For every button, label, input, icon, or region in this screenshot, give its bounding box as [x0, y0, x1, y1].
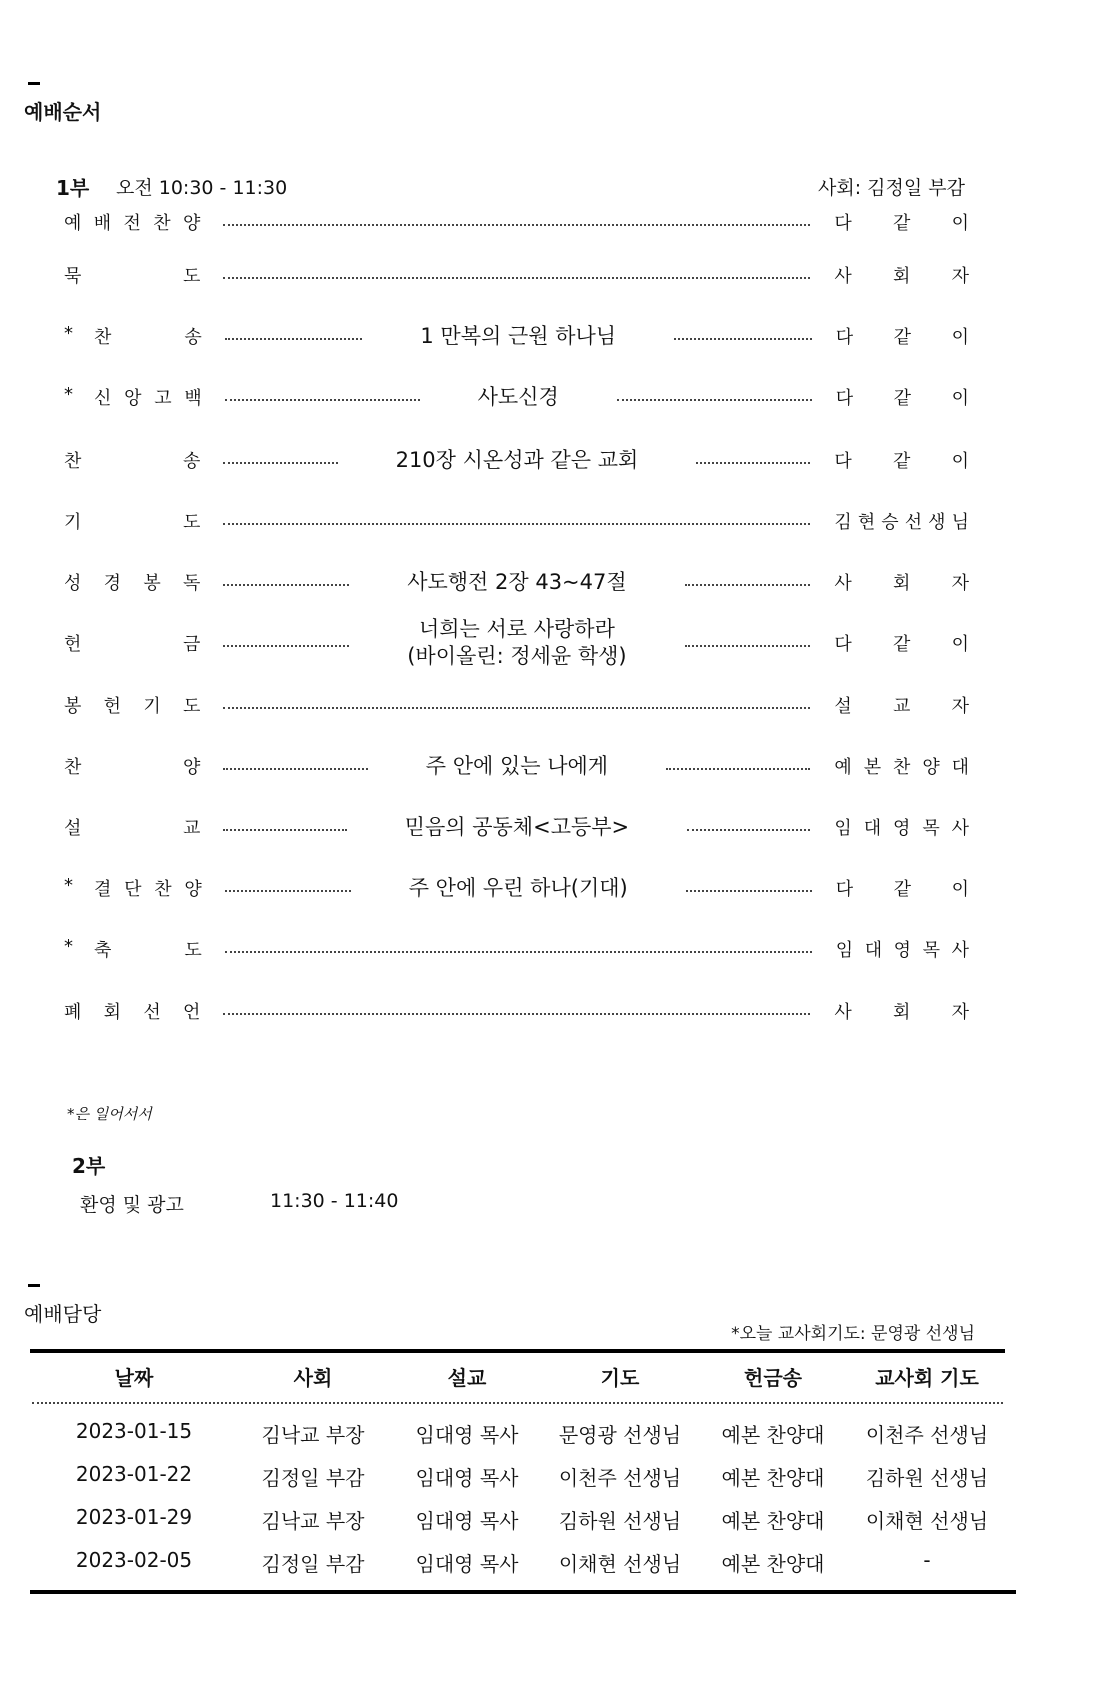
label-char: 송: [184, 327, 202, 348]
item-person: [834, 814, 969, 840]
dotted-leader: [696, 462, 810, 464]
person-char: 김: [834, 512, 852, 533]
table-cell: 김하원 선생님: [865, 1466, 989, 1490]
label-char: 헌: [64, 634, 82, 655]
person-char: 자: [951, 573, 969, 594]
table-cell: 김낙교 부장: [261, 1509, 365, 1533]
item-person: [834, 569, 969, 595]
label-char: 설: [64, 818, 82, 839]
person-char: 임: [835, 940, 854, 961]
table-cell: 임대영 목사: [415, 1423, 519, 1447]
table-cell: 2023-02-05: [75, 1548, 193, 1572]
table-cell: 예본 찬양대: [721, 1423, 825, 1447]
item-content: [368, 753, 666, 780]
label-char: 찬: [64, 757, 82, 778]
standing-note: *은 일어서서: [67, 1105, 152, 1123]
item-label: [64, 323, 202, 349]
item-content: [362, 323, 674, 350]
part2-time: 11:30 - 11:40: [270, 1190, 399, 1212]
item-leader: [223, 569, 810, 596]
item-label: [64, 998, 200, 1024]
item-content: [349, 569, 684, 596]
item-label: [64, 262, 200, 288]
person-char: 이: [951, 213, 969, 234]
label-char: 찬: [94, 327, 112, 348]
person-char: 같: [893, 879, 912, 900]
item-leader: [223, 517, 810, 525]
dotted-leader: [223, 224, 810, 226]
label-char: 앙: [124, 388, 142, 409]
order-heading: 예배순서: [24, 100, 102, 124]
item-content-line: 210장 시온성과 같은 교회: [395, 447, 639, 472]
dotted-leader: [223, 768, 367, 770]
person-char: 선: [904, 512, 923, 533]
item-label: [64, 384, 202, 410]
person-char: 생: [928, 512, 946, 533]
person-char: 같: [893, 388, 912, 409]
person-char: 영: [893, 940, 912, 961]
label-char: 선: [143, 1002, 161, 1023]
table-bottom-rule: [30, 1590, 1016, 1594]
table-cell: 이천주 선생님: [558, 1466, 682, 1490]
label-char: 예: [64, 213, 82, 234]
table-cell: 임대영 목사: [415, 1466, 519, 1490]
order-item: [64, 807, 969, 847]
person-char: 다: [835, 879, 854, 900]
dotted-leader: [223, 277, 810, 279]
table-cell: 예본 찬양대: [721, 1509, 825, 1533]
order-item: [64, 929, 969, 969]
label-char: 고: [154, 388, 172, 409]
dotted-leader: [685, 584, 811, 586]
person-char: 다: [834, 451, 852, 472]
dotted-leader: [674, 338, 812, 340]
order-item: [64, 868, 969, 908]
item-person: [834, 630, 969, 656]
table-header-rule: [32, 1402, 1003, 1404]
label-char: 찬: [153, 213, 171, 234]
person-char: 대: [863, 818, 882, 839]
label-char: 금: [183, 634, 201, 655]
label-char: 양: [183, 757, 201, 778]
item-content-line: 1 만복의 근원 하나님: [420, 323, 617, 348]
dotted-leader: [225, 951, 812, 953]
label-char: 송: [183, 451, 201, 472]
item-person: [836, 323, 969, 349]
person-char: 자: [951, 1002, 969, 1023]
table-cell: -: [923, 1548, 931, 1572]
part1-label: 1부: [56, 176, 90, 200]
item-label: [64, 753, 200, 779]
order-item: [64, 377, 969, 417]
table-cell: 2023-01-15: [75, 1419, 193, 1443]
label-char: 교: [183, 818, 201, 839]
item-leader: [223, 271, 810, 279]
column-header: 기도: [600, 1366, 640, 1390]
item-content: [420, 384, 617, 411]
person-char: 양: [922, 757, 940, 778]
item-leader: [225, 323, 812, 350]
order-item: [64, 617, 969, 668]
table-cell: 김정일 부감: [261, 1552, 365, 1576]
item-person: [836, 384, 969, 410]
dotted-leader: [223, 645, 349, 647]
part1-time: 오전 10:30 - 11:30: [116, 177, 288, 199]
person-char: 사: [834, 266, 852, 287]
standing-mark: *: [64, 323, 73, 344]
person-char: 회: [893, 266, 911, 287]
order-item: [64, 746, 969, 786]
item-person: [834, 447, 969, 473]
person-char: 교: [893, 696, 911, 717]
part2-label: 2부: [72, 1154, 106, 1178]
dotted-leader: [223, 1013, 810, 1015]
person-char: 다: [835, 327, 854, 348]
item-content-line: 사도신경: [477, 384, 559, 409]
person-char: 자: [951, 266, 969, 287]
person-char: 같: [893, 634, 911, 655]
item-leader: [223, 814, 810, 841]
item-label: [64, 209, 200, 235]
item-content: [338, 447, 697, 474]
dotted-leader: [225, 399, 420, 401]
table-cell: 예본 찬양대: [721, 1466, 825, 1490]
today-prayer-note: *오늘 교사회기도: 문영광 선생님: [731, 1324, 975, 1344]
label-char: 신: [94, 388, 112, 409]
label-char: 봉: [64, 696, 82, 717]
item-content: [349, 616, 684, 670]
person-char: 다: [834, 213, 852, 234]
label-char: 단: [124, 879, 142, 900]
label-char: 기: [64, 512, 82, 533]
table-cell: 예본 찬양대: [721, 1552, 825, 1576]
table-cell: 문영광 선생님: [558, 1423, 682, 1447]
person-char: 같: [893, 451, 911, 472]
item-person: [834, 508, 969, 534]
item-person: [834, 262, 969, 288]
table-top-rule: [30, 1349, 1005, 1353]
item-label: [64, 447, 200, 473]
column-header: 설교: [447, 1366, 487, 1390]
dotted-leader: [687, 829, 810, 831]
section-marker: [28, 1284, 40, 1287]
order-item: [64, 562, 969, 602]
dotted-leader: [617, 399, 812, 401]
order-item: [64, 440, 969, 480]
column-header: 사회: [293, 1366, 333, 1390]
item-leader: [225, 875, 812, 902]
item-person: [836, 875, 969, 901]
label-char: 도: [183, 512, 201, 533]
section-marker: [28, 82, 40, 85]
table-cell: 2023-01-29: [75, 1505, 193, 1529]
label-char: 찬: [154, 879, 172, 900]
dotted-leader: [666, 768, 810, 770]
person-char: 대: [951, 757, 969, 778]
table-cell: 2023-01-22: [75, 1462, 193, 1486]
item-label: [64, 569, 200, 595]
item-person: [834, 998, 969, 1024]
table-cell: 임대영 목사: [415, 1552, 519, 1576]
label-char: 경: [103, 573, 122, 594]
person-char: 이: [951, 879, 969, 900]
item-label: [64, 692, 200, 718]
person-char: 목: [922, 818, 940, 839]
person-char: 님: [951, 512, 969, 533]
item-person: [836, 936, 969, 962]
person-char: 영: [893, 818, 911, 839]
item-content-line: 너희는 서로 사랑하라: [418, 617, 615, 641]
dotted-leader: [225, 890, 351, 892]
label-char: 언: [183, 1002, 201, 1023]
label-char: 양: [183, 213, 201, 234]
person-char: 사: [834, 1002, 852, 1023]
dotted-leader: [685, 645, 811, 647]
duty-heading: 예배담당: [24, 1302, 102, 1326]
person-char: 사: [834, 573, 852, 594]
person-char: 자: [951, 696, 969, 717]
label-char: 도: [184, 940, 202, 961]
label-char: 회: [103, 1002, 122, 1023]
item-leader: [223, 1007, 810, 1015]
table-cell: 이채현 선생님: [865, 1509, 989, 1533]
label-char: 배: [93, 213, 112, 234]
table-cell: 김하원 선생님: [558, 1509, 682, 1533]
column-header: 교사회 기도: [875, 1366, 979, 1390]
label-char: 도: [183, 266, 201, 287]
label-char: 축: [94, 940, 112, 961]
item-leader: [223, 616, 810, 670]
table-cell: 이채현 선생님: [558, 1552, 682, 1576]
label-char: 도: [183, 696, 201, 717]
item-label: [64, 508, 200, 534]
person-char: 이: [951, 388, 969, 409]
person-char: 예: [834, 757, 852, 778]
order-item: [64, 255, 969, 295]
person-char: 같: [893, 327, 912, 348]
person-char: 현: [857, 512, 876, 533]
person-char: 같: [893, 213, 911, 234]
order-item: [64, 316, 969, 356]
standing-mark: *: [64, 875, 73, 896]
item-label: [64, 875, 202, 901]
item-content-line: 사도행전 2장 43~47절: [407, 569, 627, 594]
part1-host: 사회: 김정일 부감: [818, 177, 965, 199]
dotted-leader: [223, 584, 349, 586]
label-char: 양: [184, 879, 202, 900]
person-char: 승: [881, 512, 899, 533]
dotted-leader: [223, 462, 337, 464]
order-item: [64, 501, 969, 541]
person-char: 이: [951, 327, 969, 348]
label-char: 결: [94, 879, 112, 900]
item-leader: [223, 753, 810, 780]
label-char: 기: [143, 696, 161, 717]
item-leader: [225, 384, 812, 411]
person-char: 이: [951, 634, 969, 655]
item-content: [351, 875, 686, 902]
item-leader: [223, 447, 810, 474]
item-label: [64, 936, 202, 962]
item-leader: [223, 701, 810, 709]
person-char: 사: [951, 940, 969, 961]
dotted-leader: [223, 523, 810, 525]
label-char: 백: [184, 388, 202, 409]
dotted-leader: [225, 338, 363, 340]
person-char: 다: [834, 634, 852, 655]
person-char: 설: [834, 696, 852, 717]
label-char: 폐: [64, 1002, 82, 1023]
item-content: [347, 814, 687, 841]
label-char: 찬: [64, 451, 82, 472]
item-content-line: 믿음의 공동체<고등부>: [404, 814, 630, 839]
table-cell: 김낙교 부장: [261, 1423, 365, 1447]
item-person: [834, 692, 969, 718]
person-char: 찬: [893, 757, 911, 778]
dotted-leader: [223, 707, 810, 709]
person-char: 회: [893, 573, 911, 594]
item-leader: [225, 945, 812, 953]
label-char: 묵: [64, 266, 82, 287]
person-char: 목: [922, 940, 941, 961]
column-header: 헌금송: [744, 1366, 802, 1390]
dotted-leader: [223, 829, 346, 831]
person-char: 이: [951, 451, 969, 472]
standing-mark: *: [64, 936, 73, 957]
column-header: 날짜: [114, 1366, 154, 1390]
order-item: [64, 685, 969, 725]
label-char: 헌: [103, 696, 122, 717]
table-cell: 이천주 선생님: [865, 1423, 989, 1447]
item-person: [834, 209, 969, 235]
part2-item: 환영 및 광고: [80, 1194, 184, 1216]
item-content-line: 주 안에 있는 나에게: [425, 753, 609, 778]
label-char: 독: [183, 573, 201, 594]
standing-mark: *: [64, 384, 73, 405]
label-char: 전: [123, 213, 141, 234]
person-char: 임: [834, 818, 852, 839]
item-leader: [223, 218, 810, 226]
dotted-leader: [686, 890, 812, 892]
label-char: 성: [64, 573, 82, 594]
person-char: 다: [835, 388, 854, 409]
item-content-line: 주 안에 우린 하나(기대): [408, 875, 628, 900]
item-person: [834, 753, 969, 779]
person-char: 회: [893, 1002, 911, 1023]
order-item: [64, 202, 969, 242]
person-char: 본: [863, 757, 882, 778]
table-cell: 임대영 목사: [415, 1509, 519, 1533]
item-content-line: (바이올린: 정세윤 학생): [407, 644, 627, 668]
person-char: 사: [951, 818, 969, 839]
item-label: [64, 814, 200, 840]
table-cell: 김정일 부감: [261, 1466, 365, 1490]
item-label: [64, 630, 200, 656]
label-char: 봉: [143, 573, 161, 594]
order-item: [64, 991, 969, 1031]
person-char: 대: [864, 940, 883, 961]
